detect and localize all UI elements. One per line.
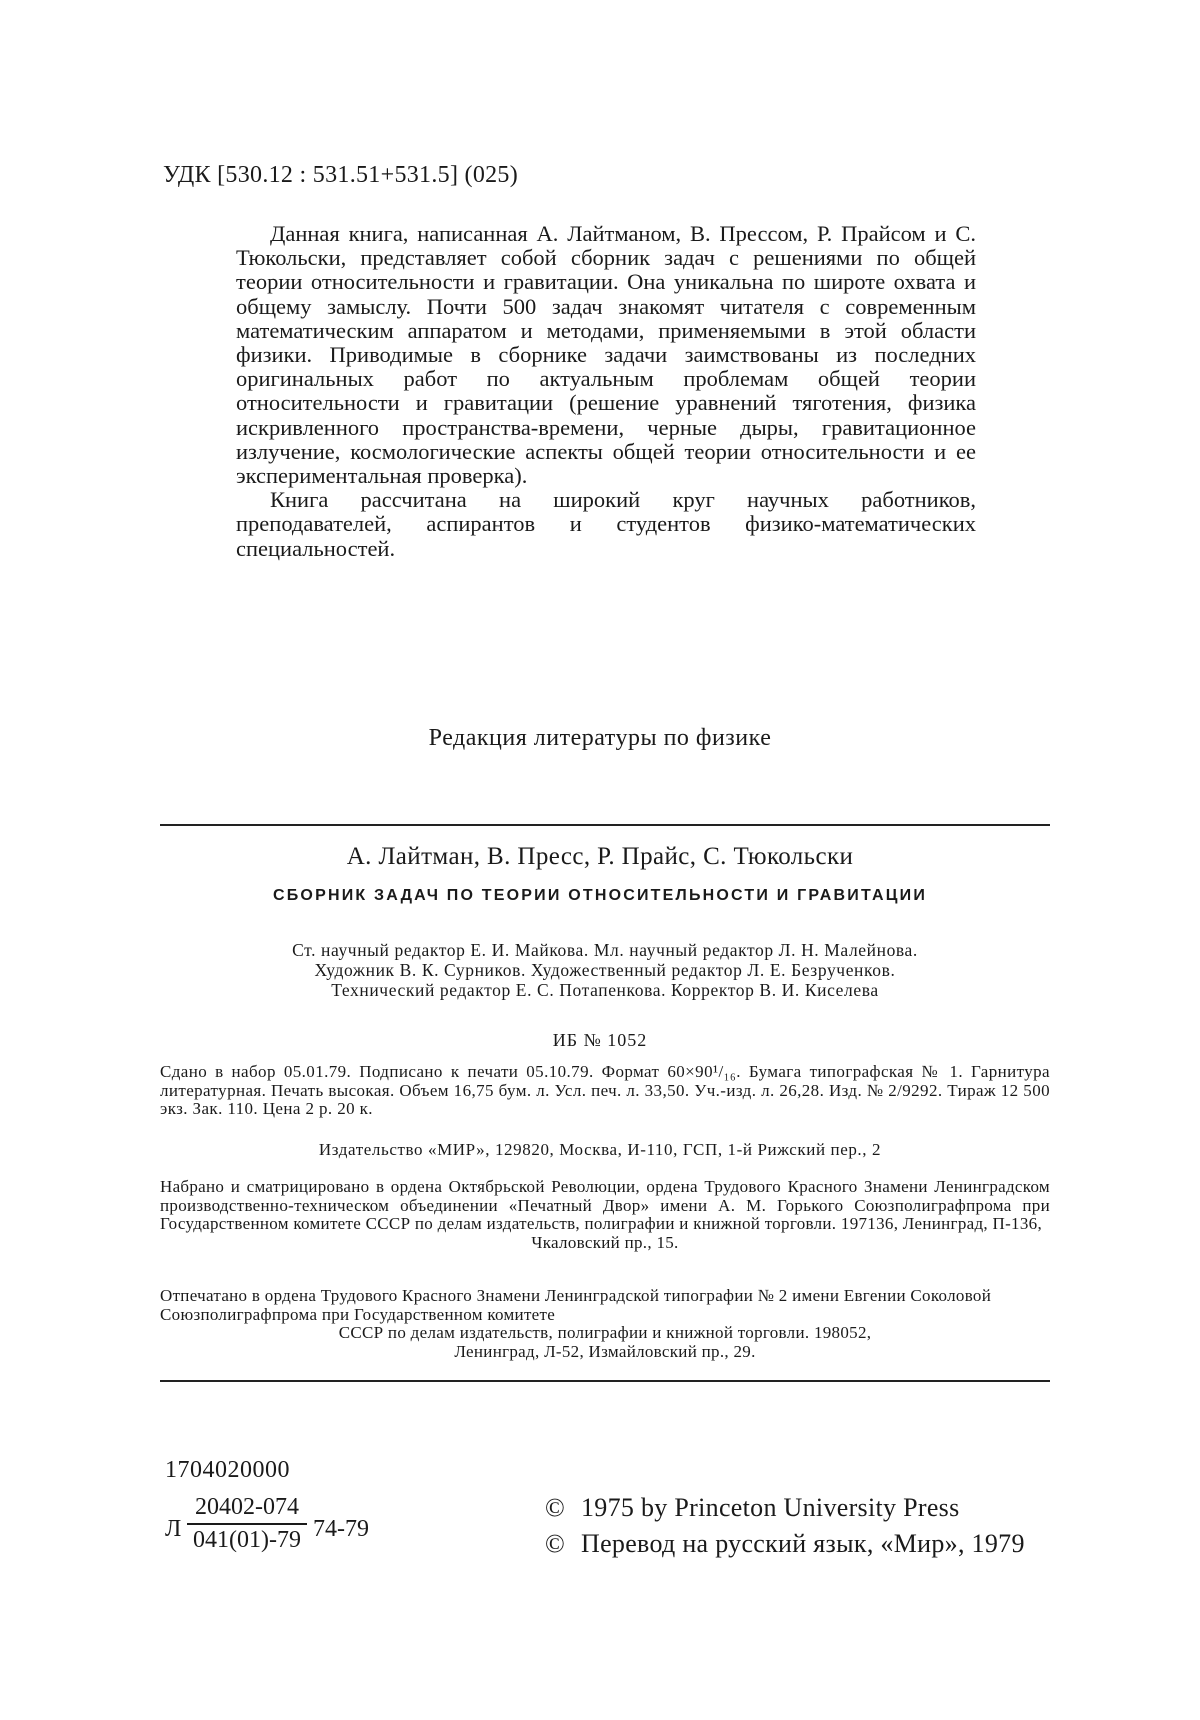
copyright-icon: ©: [545, 1529, 566, 1558]
printing-line: Ленинград, Л-52, Измайловский пр., 29.: [454, 1341, 756, 1361]
copyright-block: [545, 1490, 1065, 1562]
typesetting-text: Набрано и сматрицировано в ордена Октябрьской Революции, ордена Трудового Красного Знамени Ленинградском производственно-техническом объединении «Печатный Двор» имени А. М. Горького Союзполиграфпрома при Государственном комитете СССР по делам издательств, полиграфии и книжной торговли. 197136, Ленинград, П-136,: [160, 1177, 1050, 1234]
print-details: Сдано в набор 05.01.79. Подписано к печати 05.10.79. Формат 60×90¹/₁₆. Бумага типографская № 1. Гарнитура литературная. Печать высокая. Объем 16,75 бум. л. Усл. печ. л. 33,50. Уч.-изд. л. 26,28. Изд. № 2/9292. Тираж 12 500 экз. Зак. 110. Цена 2 р. 20 к.: [160, 1062, 1050, 1118]
typesetting-info: [160, 1178, 1050, 1252]
catalog-fraction: [165, 1494, 425, 1564]
annotation-paragraph: Данная книга, написанная А. Лайтманом, В. Прессом, Р. Прайсом и С. Тюкольски, представляет собой сборник задач с решениями по общей теории относительности и гравитации. Она уникальна по широте охвата и общему замыслу. Почти 500 задач знакомят читателя с современным математическим аппаратом и методами, применяемыми в этой области физики. Приводимые в сборнике задачи заимствованы из последних оригинальных работ по актуальным проблемам общей теории относительности и гравитации (решение уравнений тяготения, физика искривленного пространства-времени, черные дыры, гравитационное излучение, космологические аспекты общей теории относительности и ее экспериментальная проверка).: [236, 221, 976, 489]
catalog-code: 1704020000: [165, 1457, 290, 1483]
divider: [160, 1380, 1050, 1382]
publisher-address: Издательство «МИР», 129820, Москва, И-110, ГСП, 1-й Рижский пер., 2: [318, 1140, 882, 1159]
copyright-text: Перевод на русский язык, «Мир», 1979: [581, 1529, 1025, 1558]
udc-classification: УДК [530.12 : 531.51+531.5] (025): [163, 162, 519, 188]
fraction: [187, 1494, 307, 1554]
editorial-department: Редакция литературы по физике: [428, 725, 772, 751]
authors-line: А. Лайтман, В. Пресс, Р. Прайс, С. Тюкольски: [346, 843, 854, 870]
staff-line: Художник В. К. Сурников. Художественный редактор Л. Е. Безрученков.: [314, 960, 896, 980]
book-annotation: [236, 222, 976, 561]
copyright-icon: ©: [545, 1493, 566, 1522]
copyright-line: [545, 1526, 1065, 1562]
copyright-line: [545, 1490, 1065, 1526]
fraction-prefix: Л: [165, 1516, 182, 1542]
fraction-denominator: 041(01)-79: [193, 1527, 301, 1553]
copyright-text: 1975 by Princeton University Press: [581, 1493, 960, 1522]
divider: [160, 824, 1050, 826]
book-title: СБОРНИК ЗАДАЧ ПО ТЕОРИИ ОТНОСИТЕЛЬНОСТИ И ГРАВИТАЦИИ: [272, 887, 928, 904]
staff-line: Ст. научный редактор Е. И. Майкова. Мл. научный редактор Л. Н. Малейнова.: [292, 940, 918, 960]
typesetting-address: Чкаловский пр., 15.: [531, 1232, 679, 1252]
fraction-suffix: 74-79: [313, 1516, 369, 1542]
ib-number: ИБ № 1052: [552, 1030, 648, 1050]
printing-info: [160, 1287, 1050, 1361]
printing-line: СССР по делам издательств, полиграфии и книжной торговли. 198052,: [338, 1323, 872, 1343]
fraction-numerator: 20402-074: [187, 1494, 307, 1525]
annotation-paragraph: Книга рассчитана на широкий круг научных работников, преподавателей, аспирантов и студентов физико-математических специальностей.: [236, 487, 976, 561]
editorial-staff: [160, 940, 1050, 1000]
printing-text: Отпечатано в ордена Трудового Красного Знамени Ленинградской типографии № 2 имени Евгении Соколовой Союзполиграфпрома при Государственном комитете: [160, 1286, 992, 1324]
staff-line: Технический редактор Е. С. Потапенкова. Корректор В. И. Киселева: [331, 980, 879, 1000]
